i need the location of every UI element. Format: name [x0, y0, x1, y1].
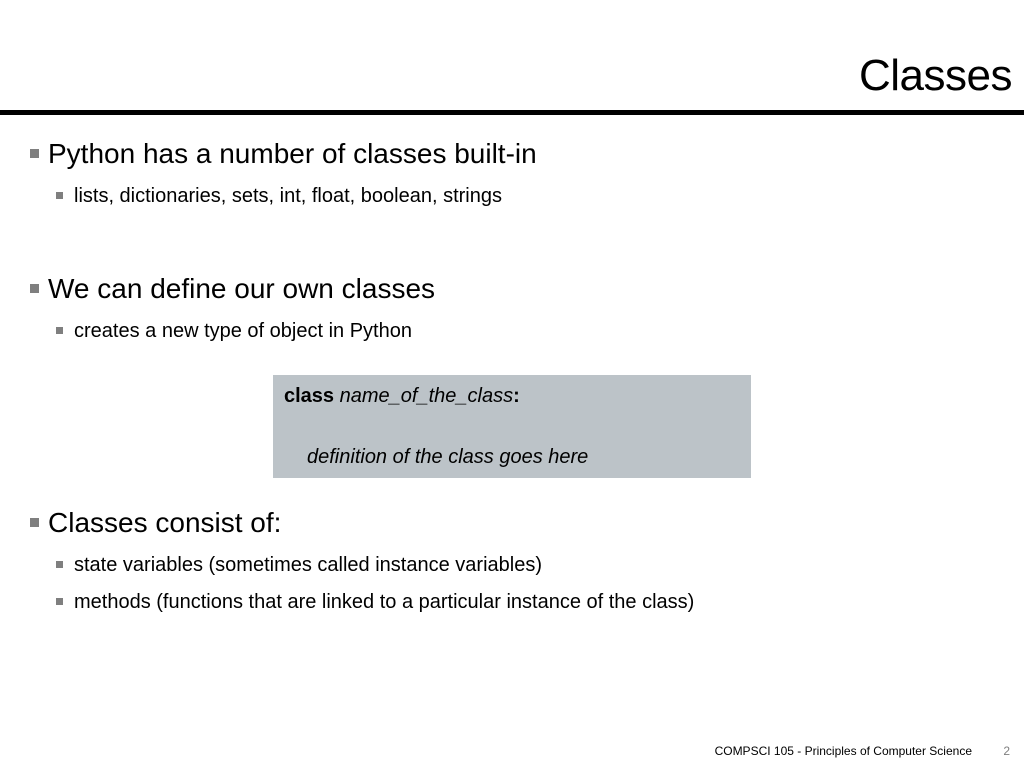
class-name: name_of_the_class	[339, 385, 514, 407]
colon: :	[513, 385, 520, 407]
bullet-define-classes	[30, 272, 435, 306]
class-body-line: definition of the class goes here	[307, 446, 589, 468]
slide-number: 2	[1003, 744, 1010, 758]
subbullet-builtin-list	[56, 183, 502, 209]
slide-title: Classes	[859, 51, 1012, 100]
small-square-bullet-icon	[56, 327, 63, 334]
bullet-text: Classes consist of:	[48, 507, 282, 538]
class-keyword: class	[284, 385, 335, 407]
subbullet-text: state variables (sometimes called instance variables)	[74, 554, 542, 576]
code-example-box	[273, 375, 751, 478]
subbullet-state-variables	[56, 552, 542, 578]
small-square-bullet-icon	[56, 598, 63, 605]
bullet-text: We can define our own classes	[48, 273, 436, 304]
bullet-classes-consist	[30, 506, 281, 540]
subbullet-new-type	[56, 318, 412, 344]
bullet-text: Python has a number of classes built-in	[48, 138, 537, 169]
bullet-builtin-classes	[30, 137, 537, 171]
square-bullet-icon	[30, 284, 39, 293]
small-square-bullet-icon	[56, 192, 63, 199]
subbullet-text: creates a new type of object in Python	[74, 320, 412, 342]
footer-course: COMPSCI 105 - Principles of Computer Science	[714, 744, 972, 758]
subbullet-text: methods (functions that are linked to a particular instance of the class)	[74, 591, 695, 613]
small-square-bullet-icon	[56, 561, 63, 568]
class-declaration-line	[284, 383, 520, 409]
title-divider	[0, 110, 1024, 115]
subbullet-methods	[56, 589, 694, 615]
square-bullet-icon	[30, 518, 39, 527]
square-bullet-icon	[30, 149, 39, 158]
subbullet-text: lists, dictionaries, sets, int, float, boolean, strings	[74, 185, 502, 207]
